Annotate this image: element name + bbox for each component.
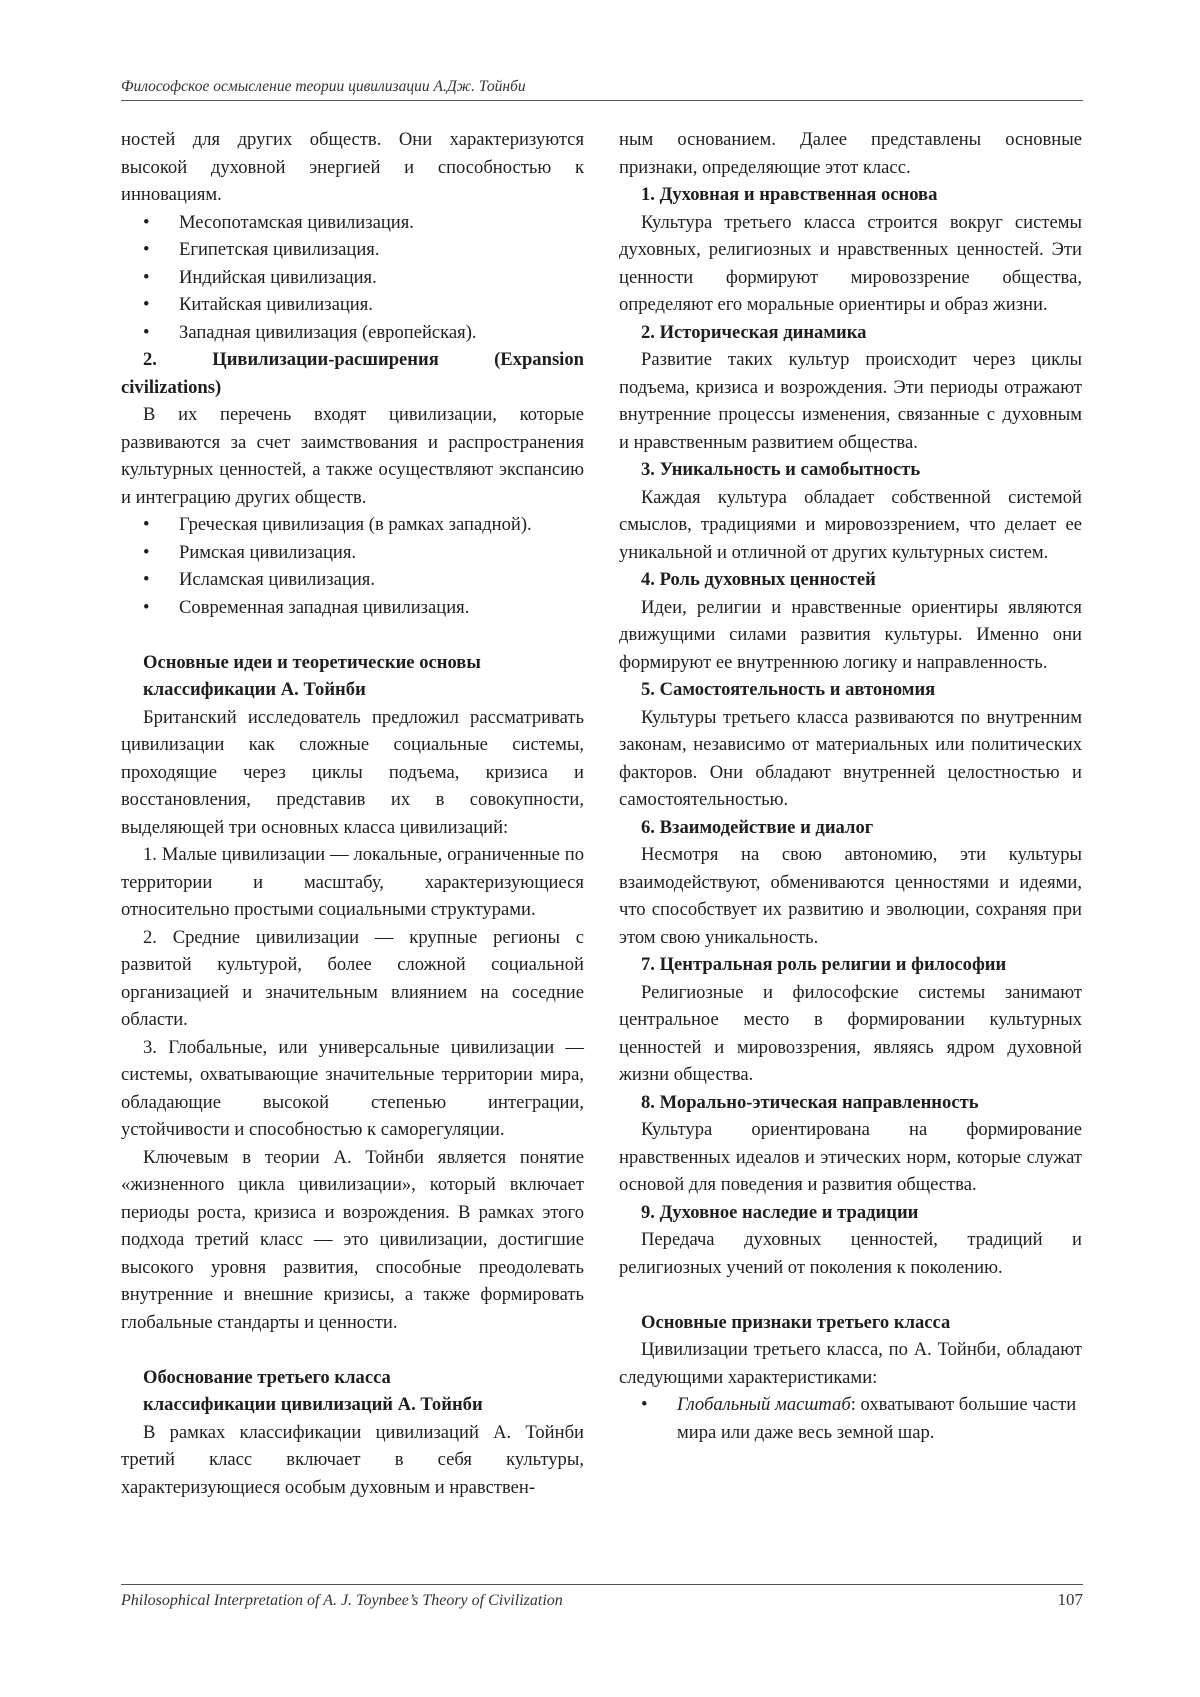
right-column [619,126,1082,1446]
running-title: Философское осмысление теории цивилизации А.Дж. Тойнби [121,78,526,95]
running-header [121,78,1083,101]
footer-rule [121,1584,1083,1585]
paragraph: Передача духовных ценностей, традиций и религиозных учений от поколения к поколению. [619,1229,1082,1278]
civilization-list-2 [121,511,584,621]
bullet-icon: • [143,294,150,315]
paragraph: Культура ориентирована на формирование нравственных идеалов и этических норм, которые служат основой для поведения и развития общества. [619,1119,1082,1195]
paragraph: В их перечень входят цивилизации, которые развиваются за счет заимствования и распространения культурных ценностей, а также осуществляют экспансию и интеграцию других обществ. [121,404,584,508]
feature-heading: 7. Центральная роль религии и философии [641,954,1007,975]
section-title: Основные признаки третьего класса [641,1311,951,1333]
paragraph: 1. Малые цивилизации — локальные, ограниченные по территории и масштабу, характеризующиеся относительно простыми социальными структурами. [121,844,584,920]
list-item: • Глобальный масштаб: охватывают большие части мира или даже весь земной шар. [619,1391,1082,1446]
bullet-icon: • [143,321,150,343]
feature-heading: 8. Морально-этическая направленность [641,1091,979,1113]
list-item: • Римская цивилизация. [121,539,584,567]
paragraph: ным основанием. Далее представлены основные признаки, определяющие этот класс. [619,129,1082,178]
paragraph: Несмотря на свою автономию, эти культуры взаимодействуют, обмениваются ценностями и идеями, что способствует их развитию и эволюции, сохраняя при этом свою уникальность. [619,844,1082,948]
civilization-list-1 [121,209,584,347]
bullet-icon: • [143,596,150,618]
bullet-icon: • [143,514,150,535]
feature-heading: 5. Самостоятельность и автономия [641,679,936,700]
bullet-icon: • [143,541,150,563]
list-item: • Современная западная цивилизация. [121,594,584,622]
list-item: • Исламская цивилизация. [121,566,584,594]
list-item: • Индийская цивилизация. [121,264,584,292]
paragraph: ностей для других обществ. Они характеризуются высокой духовной энергией и способностью к инновациям. [121,129,584,205]
paragraph: Британский исследователь предложил рассматривать цивилизации как сложные социальные системы, проходящие через циклы подъема, кризиса и восстановления, представив их в совокупности, выделяющей три основных класса цивилизаций: [121,706,584,838]
page-number: 107 [1057,1590,1083,1609]
bullet-icon: • [143,266,150,288]
section-title: Основные идеи и теоретические основы классификации А. Тойнби [143,651,481,700]
bullet-icon: • [143,239,150,260]
characteristics-list [619,1391,1082,1446]
paragraph: Цивилизации третьего класса, по А. Тойнби, обладают следующими характеристиками: [619,1339,1082,1388]
paragraph: Каждая культура обладает собственной системой смыслов, традициями и мировоззрением, что делает ее уникальной и отличной от других культурных систем. [619,486,1082,563]
paragraph: Культуры третьего класса развиваются по внутренним законам, независимо от материальных или политических факторов. Они обладают внутренней целостностью и самостоятельностью. [619,706,1082,810]
paragraph: Идеи, религии и нравственные ориентиры являются движущими силами развития культуры. Именно они формируют ее внутреннюю логику и направленность. [619,596,1082,673]
feature-heading: 6. Взаимодействие и диалог [641,816,874,838]
feature-heading: 2. Историческая динамика [641,321,867,343]
paragraph: Религиозные и философские системы занимают центральное место в формировании культурных ценностей и мировоззрения, являясь ядром духовной жизни общества. [619,981,1082,1085]
paragraph: Ключевым в теории А. Тойнби является понятие «жизненного цикла цивилизации», который включает периоды роста, кризиса и возрождения. В рамках этого подхода третий класс — это цивилизации, достигшие высокого уровня развития, способные преодолевать внутренние и внешние кризисы, а также формировать глобальные стандарты и ценности. [121,1146,584,1333]
paragraph: В рамках классификации цивилизаций А. Тойнби третий класс включает в себя культуры, характеризующиеся особым духовным и нравствен- [121,1421,584,1498]
bullet-icon: • [143,211,150,233]
paragraph: 2. Средние цивилизации — крупные регионы с развитой культурой, более сложной социальной организацией и значительным влиянием на соседние области. [121,926,584,1030]
footer-title: Philosophical Interpretation of A. J. Toynbee’s Theory of Civilization [121,1592,563,1609]
left-column [121,126,584,1501]
paragraph: Развитие таких культур происходит через циклы подъема, кризиса и возрождения. Эти периоды отражают внутренние процессы изменения, связанные с духовным и нравственным развитием общества. [619,349,1082,453]
feature-heading: 9. Духовное наследие и традиции [641,1201,919,1223]
paragraph: Культура третьего класса строится вокруг системы духовных, религиозных и нравственных ценностей. Эти ценности формируют мировоззрение общества, определяют его моральные ориентиры и образ жизни. [619,211,1082,315]
section-title: Обоснование третьего класса классификации цивилизаций А. Тойнби [143,1366,483,1415]
bullet-icon: • [143,569,150,590]
subheading: 2. Цивилизации-расширения (Expansion civilizations) [121,349,584,398]
list-item: • Греческая цивилизация (в рамках западной). [121,511,584,539]
term: Глобальный масштаб [677,1394,851,1415]
list-item: • Месопотамская цивилизация. [121,209,584,237]
list-item: • Западная цивилизация (европейская). [121,319,584,347]
bullet-icon: • [641,1394,648,1415]
paragraph: 3. Глобальные, или универсальные цивилизации — системы, охватывающие значительные территории мира, обладающие высокой степенью интеграции, устойчивости и способностью к саморегуляции. [121,1036,584,1140]
feature-heading: 1. Духовная и нравственная основа [641,184,938,205]
list-item: • Египетская цивилизация. [121,236,584,264]
feature-heading: 4. Роль духовных ценностей [641,569,876,590]
feature-heading: 3. Уникальность и самобытность [641,459,921,480]
list-item: • Китайская цивилизация. [121,291,584,319]
